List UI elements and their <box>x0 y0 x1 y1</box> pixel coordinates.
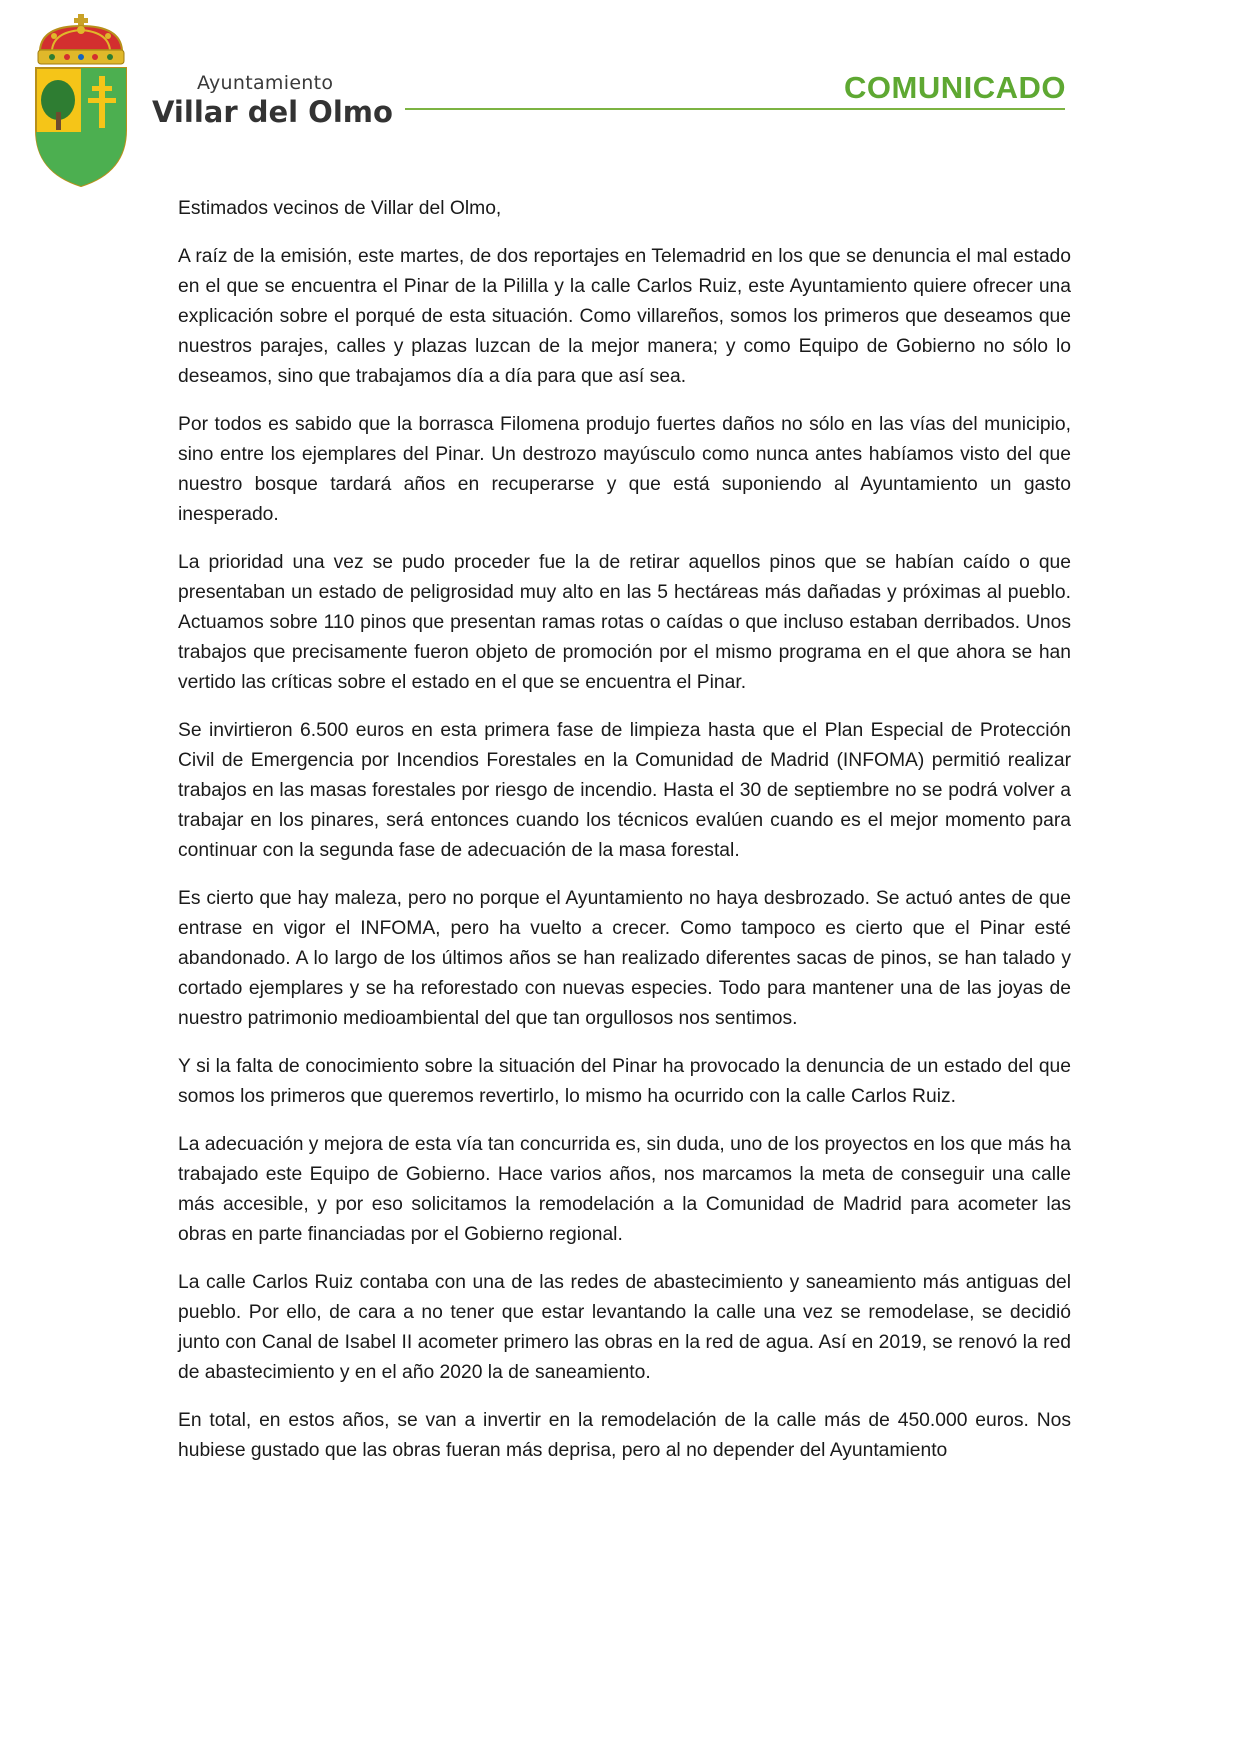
document-type-title: COMUNICADO <box>844 70 1066 105</box>
paragraph: La calle Carlos Ruiz contaba con una de las redes de abastecimiento y saneamiento más antiguas del pueblo. Por ello, de cara a no tener que estar levantando la calle una vez se remodelase, se decidió junto con Canal de Isabel II acometer primero las obras en la red de agua. Así en 2019, se renovó la red de abastecimiento y en el año 2020 la de saneamiento. <box>178 1272 1071 1383</box>
paragraph: La prioridad una vez se pudo proceder fue la de retirar aquellos pinos que se habían caído o que presentaban un estado de peligrosidad muy alto en las 5 hectáreas más dañadas y próximas al pueblo. Actuamos sobre 110 pinos que presentan ramas rotas o caídas o que incluso estaban derribados. Unos trabajos que precisamente fueron objeto de promoción por el mismo programa en el que ahora se han vertido las críticas sobre el estado en el que se encuentra el Pinar. <box>178 552 1071 693</box>
paragraph: A raíz de la emisión, este martes, de dos reportajes en Telemadrid en los que se denuncia el mal estado en el que se encuentra el Pinar de la Pililla y la calle Carlos Ruiz, este Ayuntamiento quiere ofrecer una explicación sobre el porqué de esta situación. Como villareños, somos los primeros que deseamos que nuestros parajes, calles y plazas luzcan de la mejor manera; y como Equipo de Gobierno no sólo lo deseamos, sino que trabajamos día a día para que así sea. <box>178 246 1071 387</box>
paragraph: Es cierto que hay maleza, pero no porque el Ayuntamiento no haya desbrozado. Se actuó antes de que entrase en vigor el INFOMA, pero ha vuelto a crecer. Como tampoco es cierto que el Pinar esté abandonado. A lo largo de los últimos años se han realizado diferentes sacas de pinos, se han talado y cortado ejemplares y se ha reforestado con nuevas especies. Todo para mantener una de las joyas de nuestro patrimonio medioambiental del que tan orgullosos nos sentimos. <box>178 888 1071 1029</box>
organization-brand <box>152 72 393 129</box>
paragraph: Y si la falta de conocimiento sobre la situación del Pinar ha provocado la denuncia de un estado del que somos los primeros que queremos revertirlo, lo mismo ha ocurrido con la calle Carlos Ruiz. <box>178 1056 1071 1107</box>
paragraph: Por todos es sabido que la borrasca Filomena produjo fuertes daños no sólo en las vías del municipio, sino entre los ejemplares del Pinar. Un destrozo mayúsculo como nunca antes habíamos visto del que nuestro bosque tardará años en recuperarse y que está suponiendo al Ayuntamiento un gasto inesperado. <box>178 414 1071 525</box>
paragraph: En total, en estos años, se van a invertir en la remodelación de la calle más de 450.000 euros. Nos hubiese gustado que las obras fueran más deprisa, pero al no depender del Ayuntamiento <box>178 1410 1071 1461</box>
page-header <box>0 0 1241 190</box>
paragraph: Se invirtieron 6.500 euros en esta primera fase de limpieza hasta que el Plan Especial de Protección Civil de Emergencia por Incendios Forestales en la Comunidad de Madrid (INFOMA) permitió realizar trabajos en las masas forestales por riesgo de incendio. Hasta el 30 de septiembre no se podrá volver a trabajar en los pinares, será entonces cuando los técnicos evalúen cuando es el mejor momento para continuar con la segunda fase de adecuación de la masa forestal. <box>178 720 1071 861</box>
title-underline <box>405 108 1065 110</box>
paragraph: La adecuación y mejora de esta vía tan concurrida es, sin duda, uno de los proyectos en los que más ha trabajado este Equipo de Gobierno. Hace varios años, nos marcamos la meta de conseguir una calle más accesible, y por eso solicitamos la remodelación a la Comunidad de Madrid para acometer las obras en parte financiadas por el Gobierno regional. <box>178 1134 1071 1245</box>
municipal-crest-icon <box>32 12 130 188</box>
salutation: Estimados vecinos de Villar del Olmo, <box>178 198 502 219</box>
organization-subtitle: Ayuntamiento <box>197 72 334 94</box>
letter-body <box>178 194 1071 1484</box>
organization-name: Villar del Olmo <box>152 95 393 129</box>
